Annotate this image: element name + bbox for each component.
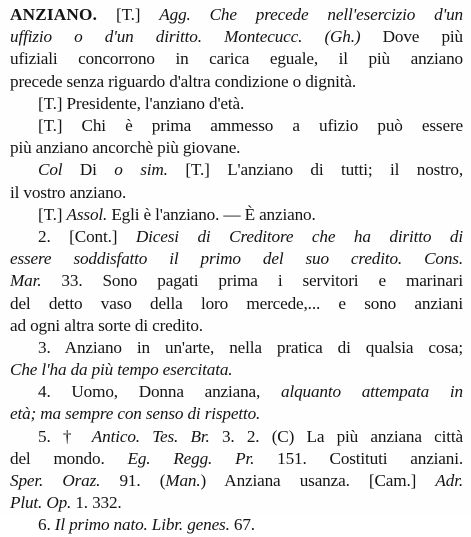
entry-text: 4. Uomo, Donna anziana,: [38, 382, 281, 402]
entry-text: [T.]: [97, 5, 160, 24]
entry-line: [10, 426, 463, 448]
entry-line: [10, 159, 463, 181]
entry-text: 1. 332.: [71, 493, 122, 513]
entry-text: 5. †: [38, 426, 92, 446]
italic-text: età; ma sempre con senso di rispetto.: [10, 404, 261, 424]
entry-line: [10, 381, 463, 403]
entry-text: [T.] Chi è prima ammesso a ufizio può essere: [38, 115, 463, 135]
entry-line: [10, 48, 463, 70]
entry-text: 6.: [38, 515, 55, 535]
italic-text: Il primo nato. Libr. genes.: [54, 515, 230, 535]
italic-text: Assol.: [66, 204, 108, 224]
entry-text: [T.] Presidente, l'anziano d'età.: [38, 93, 245, 113]
italic-text: Eg. Regg. Pr.: [127, 448, 255, 468]
entry-line: [10, 293, 463, 315]
italic-text: Adr.: [435, 471, 463, 491]
entry-text: precede senza riguardo d'altra condizione o dignità.: [10, 71, 357, 91]
entry-text: ad ogni altra sorte di credito.: [10, 315, 203, 335]
entry-line: [10, 26, 463, 48]
headword: ANZIANO.: [10, 5, 98, 24]
entry-line: [10, 93, 463, 115]
entry-text: 91. (: [100, 471, 166, 491]
entry-text: del detto vaso della loro mercede,... e sono anziani: [10, 293, 463, 313]
entry-line: [10, 71, 463, 93]
entry-line: [10, 492, 463, 514]
entry-line: [10, 403, 463, 425]
entry-line: [10, 315, 463, 337]
entry-line: [10, 514, 463, 536]
entry-text: 67.: [229, 515, 255, 535]
italic-text: Col: [38, 160, 63, 180]
entry-text: [T.] L'anziano di tutti; il nostro,: [167, 160, 463, 180]
italic-text: Che l'ha da più tempo esercitata.: [10, 360, 233, 380]
entry-line: [10, 270, 463, 292]
entry-line: [10, 226, 463, 248]
entry-line: [10, 204, 463, 226]
entry-line: [10, 470, 463, 492]
entry-text: 33. Sono pagati prima i servitori e marinari: [41, 271, 463, 291]
entry-text: ufiziali concorrono in carica eguale, il più anziano: [10, 49, 463, 69]
italic-text: Agg. Che precede nell'esercizio d'un: [159, 5, 463, 24]
entry-text: 3. 2. (C) La più anziana città: [209, 426, 463, 446]
italic-text: o sim.: [114, 160, 168, 180]
entry-line: [10, 337, 463, 359]
entry-text: Egli è l'anziano. — È anziano.: [107, 204, 316, 224]
entry-line: [10, 4, 463, 26]
entry-text: del mondo.: [10, 448, 128, 468]
entry-text: più anziano ancorchè più giovane.: [10, 138, 241, 158]
entry-line: [10, 115, 463, 137]
italic-text: Mar.: [10, 271, 42, 291]
italic-text: Man.: [165, 471, 201, 491]
entry-line: [10, 248, 463, 270]
entry-text: 151. Costituti anziani.: [254, 448, 463, 468]
entry-text: 2. [Cont.]: [38, 226, 136, 246]
entry-line: [10, 359, 463, 381]
entry-text: Dove più: [360, 27, 463, 47]
entry-line: [10, 137, 463, 159]
entry-text: il vostro anziano.: [10, 182, 127, 202]
italic-text: Dicesi di Creditore che ha diritto di: [135, 226, 463, 246]
italic-text: Plut. Op.: [10, 493, 72, 513]
italic-text: alquanto attempata in: [281, 382, 463, 402]
italic-text: essere soddisfatto il primo del suo credito. Cons.: [10, 249, 463, 269]
entry-line: [10, 182, 463, 204]
dictionary-entry: [10, 4, 463, 537]
entry-line: [10, 448, 463, 470]
entry-text: Di: [62, 160, 115, 180]
italic-text: Antico. Tes. Br.: [91, 426, 210, 446]
entry-text: [T.]: [38, 204, 67, 224]
italic-text: uffizio o d'un diritto. Montecucc. (Gh.): [10, 27, 361, 47]
italic-text: Sper. Oraz.: [10, 471, 101, 491]
entry-text: 3. Anziano in un'arte, nella pratica di qualsia cosa;: [38, 337, 463, 357]
entry-text: ) Anziana usanza. [Cam.]: [200, 471, 436, 491]
